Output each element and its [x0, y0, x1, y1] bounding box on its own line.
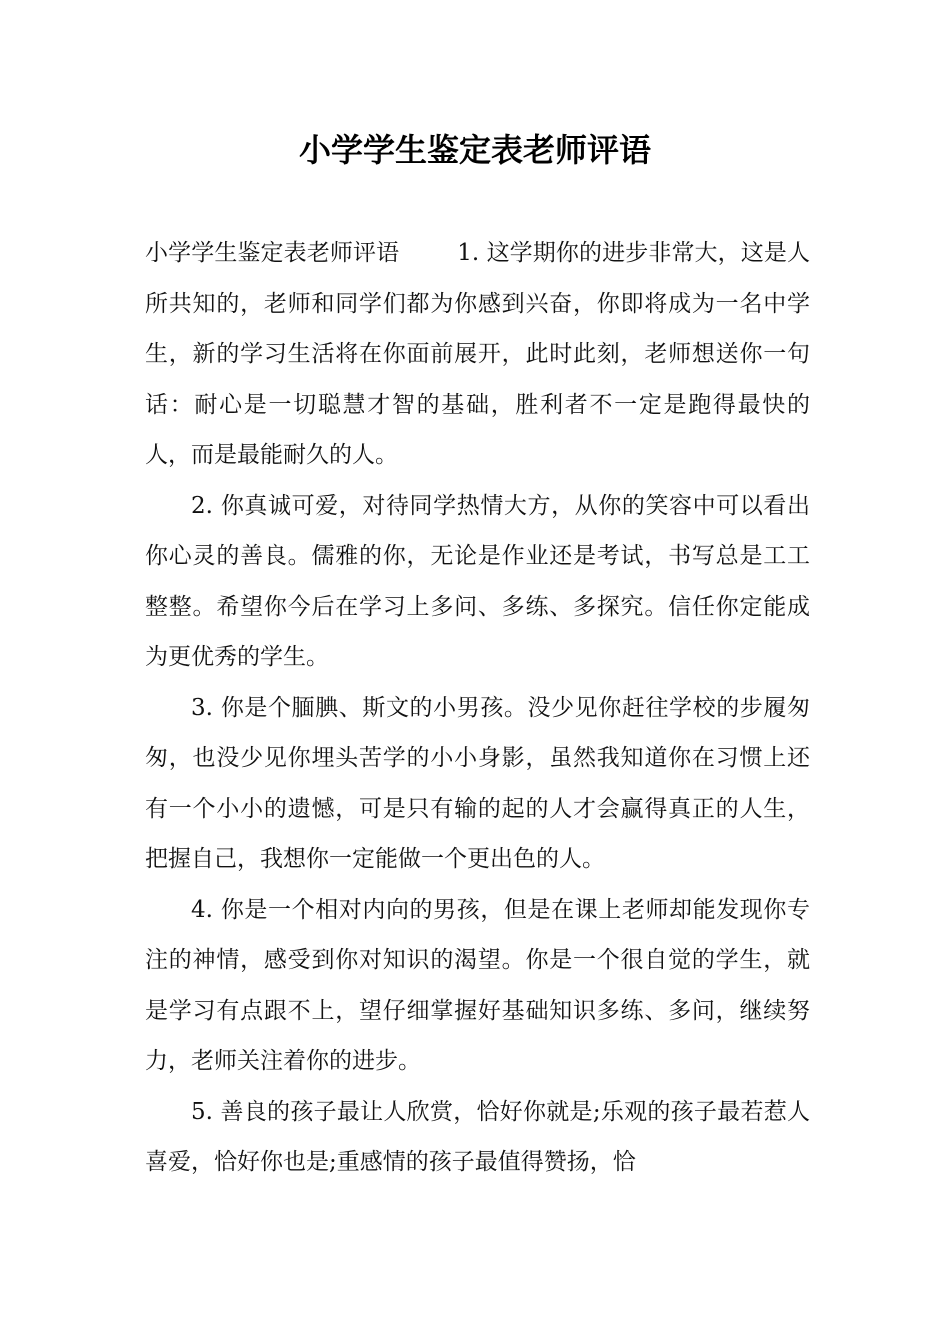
- intro-label: 小学学生鉴定表老师评语: [145, 240, 400, 266]
- paragraph-1: [145, 228, 810, 481]
- paragraph-5: 5. 善良的孩子最让人欣赏，恰好你就是;乐观的孩子最若惹人喜爱，恰好你也是;重感情的孩子最值得赞扬，恰: [145, 1098, 810, 1175]
- paragraph-1-text: 1. 这学期你的进步非常大，这是人所共知的，老师和同学们都为你感到兴奋，你即将成为一名中学生，新的学习生活将在你面前展开，此时此刻，老师想送你一句话：耐心是一切聪慧才智的基础，胜利者不一定是跑得最快的人，而是最能耐久的人。: [145, 240, 810, 468]
- paragraph-2: 2. 你真诚可爱，对待同学热情大方，从你的笑容中可以看出你心灵的善良。儒雅的你，无论是作业还是考试，书写总是工工整整。希望你今后在学习上多问、多练、多探究。信任你定能成为更优秀的学生。: [145, 492, 810, 670]
- document-title: 小学学生鉴定表老师评语: [298, 131, 651, 169]
- paragraph-3: 3. 你是个腼腆、斯文的小男孩。没少见你赶往学校的步履匆匆，也没少见你埋头苦学的小小身影，虽然我知道你在习惯上还有一个小小的遗憾，可是只有输的起的人才会赢得真正的人生，把握自己，我想你一定能做一个更出色的人。: [145, 694, 810, 872]
- document-body: [145, 228, 810, 1188]
- paragraph-4: 4. 你是一个相对内向的男孩，但是在课上老师却能发现你专注的神情，感受到你对知识的渴望。你是一个很自觉的学生，就是学习有点跟不上，望仔细掌握好基础知识多练、多问，继续努力，老师关注着你的进步。: [145, 896, 810, 1074]
